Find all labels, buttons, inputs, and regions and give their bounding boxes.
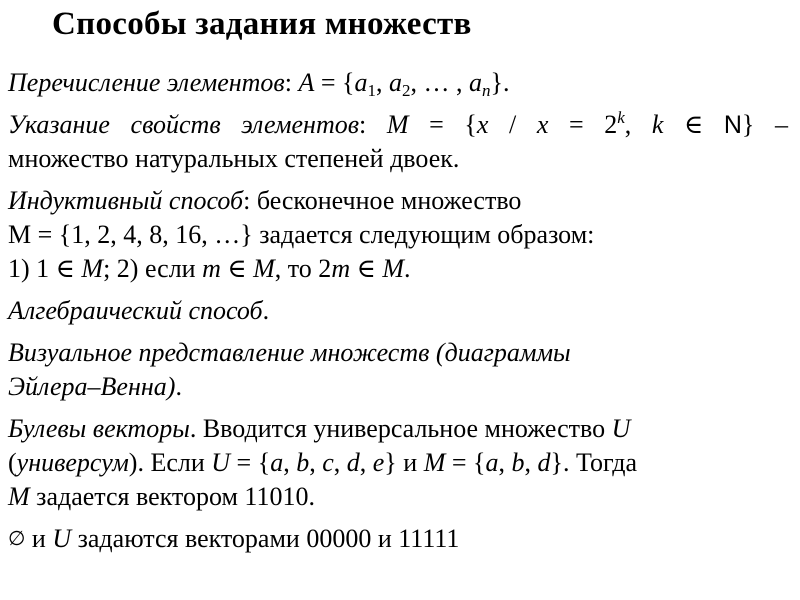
paragraph-visual: Визуальное представление множеств (диаграммы Эйлера–Венна).: [8, 338, 571, 401]
term-boolean: Булевы векторы: [8, 414, 190, 443]
page-title: Способы задания множеств: [52, 6, 472, 42]
properties-description: множество натуральных степеней двоек.: [8, 144, 460, 173]
paragraph-empty-universal: ∅ и U задаются векторами 00000 и 11111: [8, 524, 460, 553]
paragraph-boolean: Булевы векторы. Вводится универсальное множество U (универсум). Если U = {a, b, c, d, e} и M = {a, b, d}. Тогда M задается вектором 11010.: [8, 414, 638, 511]
term-algebraic: Алгебраический способ: [8, 296, 263, 325]
empty-set-icon: ∅: [8, 528, 26, 550]
paragraph-inductive: Индуктивный способ: бесконечное множество M = {1, 2, 4, 8, 16, …} задается следующим образом: 1) 1 ∈ M; 2) если m ∈ M, то 2m ∈ M.: [8, 186, 595, 283]
vector-value: 11010: [244, 482, 309, 511]
term-properties: Указание свойств элементов: [8, 110, 360, 139]
paragraph-enumeration: Перечисление элементов: $A = \{a_1$, $a_2$, … , $a_n$}.: [8, 68, 510, 100]
paragraph-algebraic: Алгебраический способ.: [8, 296, 270, 325]
term-enumeration: Перечисление элементов: [8, 68, 285, 97]
term-inductive: Индуктивный способ: [8, 186, 244, 215]
paragraph-properties: Указание свойств элементов: $M = \{x / x = 2^k$, k ∈ N} – множество натуральных степеней двоек.: [8, 108, 788, 176]
content: [8, 66, 788, 564]
